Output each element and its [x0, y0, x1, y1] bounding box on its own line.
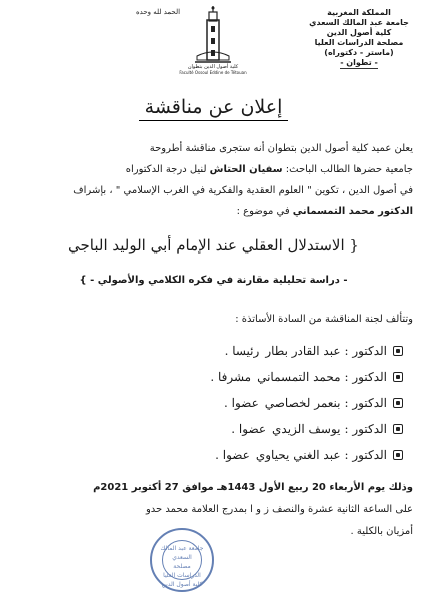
committee-member — [23, 416, 403, 442]
header-line-1: المملكة المغربية — [327, 8, 391, 17]
member-role: عضوا . — [231, 422, 267, 436]
member-role: عضوا . — [215, 448, 250, 462]
bullet-icon — [393, 372, 403, 382]
header-line-6: - تطوان - — [340, 58, 378, 67]
committee-member — [23, 390, 403, 416]
page-title — [0, 96, 427, 118]
official-stamp — [150, 528, 214, 592]
header-line-3: كلية أصول الدين — [326, 28, 392, 37]
stamp-line-4: كلية أصول الدين — [161, 581, 203, 588]
committee-member — [23, 364, 403, 390]
member-name: بنعمر لخصاصي — [264, 396, 341, 410]
page-title-text: إعلان عن مناقشة — [139, 96, 289, 121]
member-name: عبد الغني يحياوي — [255, 448, 341, 462]
member-degree: الدكتور : — [344, 396, 387, 410]
member-name: عبد القادر بطار — [265, 344, 341, 358]
defense-location-end: أمزيان بالكلية . — [350, 526, 413, 537]
member-name: محمد التمسماني — [257, 370, 341, 384]
member-degree: الدكتور : — [344, 370, 387, 384]
faculty-logo — [178, 6, 248, 86]
body-paragraph-1: يعلن عميد كلية أصول الدين بتطوان أنه ستجرى مناقشة أطروحة — [149, 143, 413, 154]
thesis-subtitle: - دراسة تحليلية مقارنة في فكره الكلامي والأصولي - } — [79, 275, 348, 286]
member-degree: الدكتور : — [344, 448, 387, 462]
bullet-icon — [393, 424, 403, 434]
header-line-5: (ماستر - دكتوراه) — [324, 48, 394, 57]
member-degree: الدكتور : — [344, 344, 387, 358]
institution-header — [299, 8, 419, 69]
thesis-title: { الاستدلال العقلي عند الإمام أبي الوليد الباجي — [68, 236, 359, 254]
body-paragraph-4 — [14, 205, 413, 218]
committee-list — [23, 338, 403, 468]
stamp-inner-ring — [162, 540, 202, 580]
member-role: مشرفا . — [210, 370, 252, 384]
committee-heading: وتتألف لجنة المناقشة من السادة الأساتذة : — [235, 314, 413, 325]
logo-caption-ar: كلية أصول الدين بتطوان — [187, 64, 239, 70]
logo-caption-fr: Faculté Ossoul Eddine de Tétouan — [179, 70, 247, 75]
bullet-icon — [393, 346, 403, 356]
member-name: يوسف الزيدي — [272, 422, 341, 436]
hamd-text: الحمد لله وحده — [136, 8, 181, 16]
committee-member — [23, 338, 403, 364]
member-degree: الدكتور : — [344, 422, 387, 436]
body-paragraph-2 — [14, 163, 413, 176]
defense-date: وذلك يوم الأربعاء 20 ربيع الأول 1443هـ موافق 27 أكتوبر 2021م — [93, 482, 413, 493]
stamp-line-2: مصلحة — [173, 563, 191, 570]
student-name: سفيان الحتاش — [209, 164, 283, 175]
supervisor-name: الدكتور محمد التمسماني — [292, 206, 413, 217]
stamp-line-1: جامعة عبد المالك السعدي — [160, 545, 204, 561]
bullet-icon — [393, 398, 403, 408]
body-paragraph-3: في أصول الدين ، تكوين " العلوم العقدية والفكرية في الغرب الإسلامي " ، بإشراف — [73, 185, 413, 196]
defense-time-location: على الساعة الثانية عشرة والنصف ز و ا بمدرج العلامة محمد حدو — [145, 504, 413, 515]
header-line-4: مصلحة الدراسات العليا — [314, 38, 404, 47]
body-p2-a: جامعية حضرها الطالب الباحث: — [282, 164, 413, 175]
stamp-line-3: الدراسات العليا — [163, 572, 201, 579]
bullet-icon — [393, 450, 403, 460]
minaret-icon — [193, 6, 233, 64]
member-role: رئيسا . — [224, 344, 260, 358]
body-p4-b: في موضوع : — [236, 206, 293, 217]
header-line-2: جامعة عبد المالك السعدي — [309, 18, 409, 27]
committee-member — [23, 442, 403, 468]
body-p2-b: لنيل درجة الدكتوراه — [125, 164, 210, 175]
member-role: عضوا . — [224, 396, 259, 410]
